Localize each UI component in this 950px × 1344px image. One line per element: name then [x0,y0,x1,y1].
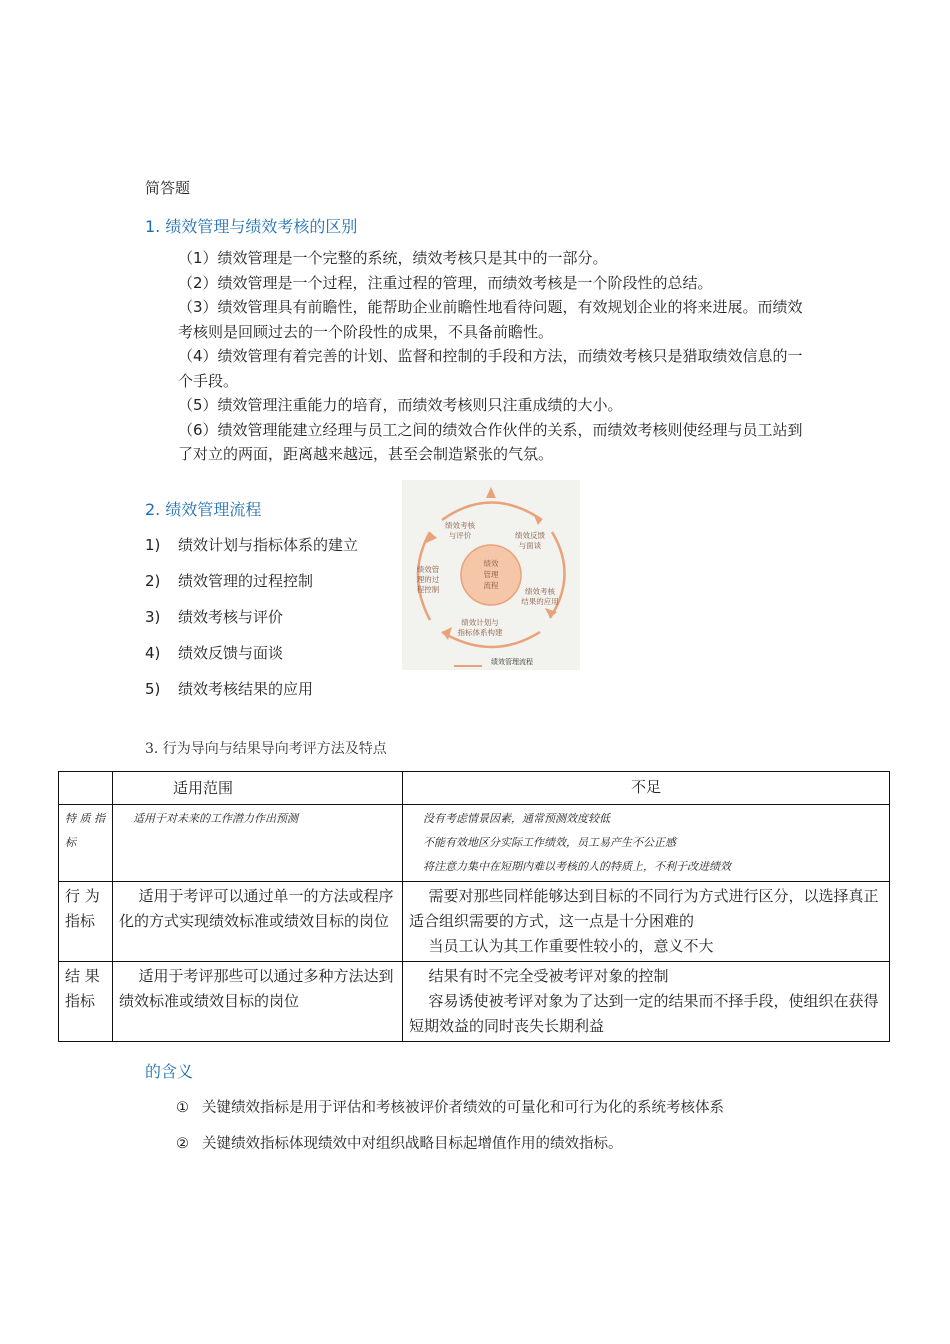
weakness-cell: 需要对那些同样能够达到目标的不同行为方式进行区分，以选择真正适合组织需要的方式，这一点是十分困难的 当员工认为其工作重要性较小的，意义不大 [403,882,890,962]
scope-cell: 适用于对未来的工作潜力作出预测 [113,805,403,882]
list-item: 5) 绩效考核结果的应用 [145,680,314,698]
cycle-arrow-top [442,503,542,521]
kpi-definition-item: ② 关键绩效指标体现绩效中对组织战略目标起增值作用的绩效指标。 [176,1136,623,1152]
section-4-title: 的含义 [145,1062,194,1081]
center-label: 管理 [483,570,499,579]
diagram-caption: 绩效管理流程 [491,658,533,666]
table-row [59,805,890,882]
node-label: 指标体系构建 [457,628,503,637]
page-heading: 简答题 [145,179,191,197]
section-3-title: 3. 行为导向与结果导向考评方法及特点 [145,741,387,757]
section-2-title: 2. 绩效管理流程 [145,500,262,519]
table-row [59,882,890,962]
node-label: 绩效考核 [525,587,555,596]
table-row [59,962,890,1042]
scope-cell: 适用于考评那些可以通过多种方法达到绩效标准或绩效目标的岗位 [113,962,403,1042]
node-label: 与评价 [448,531,472,540]
paragraph: （5）绩效管理注重能力的培育，而绩效考核则只注重成绩的大小。 [178,396,623,414]
paragraph: （4）绩效管理有着完善的计划、监督和控制的手段和方法，而绩效考核只是猎取绩效信息的一个手段。 [178,347,803,390]
node-label: 绩效计划与 [461,618,499,627]
node-label: 结果的应用 [521,597,559,606]
scope-cell: 适用于考评可以通过单一的方法或程序化的方式实现绩效标准或绩效目标的岗位 [113,882,403,962]
header-cell [59,772,113,805]
node-label: 绩效考核 [445,521,475,530]
section-1-title: 1. 绩效管理与绩效考核的区别 [145,217,358,236]
process-steps [145,534,358,714]
list-item: 4) 绩效反馈与面谈 [145,644,284,662]
row-label: 特 质 指标 [59,805,113,882]
paragraph: （1）绩效管理是一个完整的系统，绩效考核只是其中的一部分。 [178,249,608,267]
list-item: 1) 绩效计划与指标体系的建立 [145,536,359,554]
row-label: 结 果 指标 [59,962,113,1042]
weakness-cell: 结果有时不完全受被考评对象的控制 容易诱使被考评对象为了达到一定的结果而不择手段，使组织在获得短期效益的同时丧失长期利益 [403,962,890,1042]
node-label: 与面谈 [518,541,542,550]
center-label: 绩效 [483,559,499,568]
row-label: 行 为 指标 [59,882,113,962]
table-header-row [59,772,890,805]
center-label: 流程 [483,581,499,590]
paragraph: （2）绩效管理是一个过程，注重过程的管理，而绩效考核是一个阶段性的总结。 [178,273,713,292]
weakness-cell: 没有考虑情景因素，通常预测效度较低 不能有效地区分实际工作绩效，员工易产生不公正感 将注意力集中在短期内难以考核的人的特质上，不利于改进绩效 [403,805,890,882]
kpi-definition-item: ① 关键绩效指标是用于评估和考核被评价者绩效的可量化和可行为化的系统考核体系 [176,1100,724,1116]
process-diagram [402,480,580,670]
list-item: 3) 绩效考核与评价 [145,608,284,626]
node-label: 绩效反馈 [515,531,545,540]
node-label: 理的过 [416,575,440,584]
node-label: 程控制 [416,585,440,594]
header-cell: 适用范围 [113,772,403,805]
section-1-body [178,246,818,467]
evaluation-methods-table [58,771,890,1042]
list-item: 2) 绩效管理的过程控制 [145,572,314,590]
header-cell: 不足 [403,772,890,805]
process-cycle-graphic [402,480,580,670]
paragraph: （6）绩效管理能建立经理与员工之间的绩效合作伙伴的关系，而绩效考核则使经理与员工站到了对立的两面，距离越来越远，甚至会制造紧张的气氛。 [178,420,803,463]
paragraph: （3）绩效管理具有前瞻性，能帮助企业前瞻性地看待问题，有效规划企业的将来进展。而绩效考核则是回顾过去的一个阶段性的成果，不具备前瞻性。 [178,298,803,341]
node-label: 绩效管 [416,565,440,574]
